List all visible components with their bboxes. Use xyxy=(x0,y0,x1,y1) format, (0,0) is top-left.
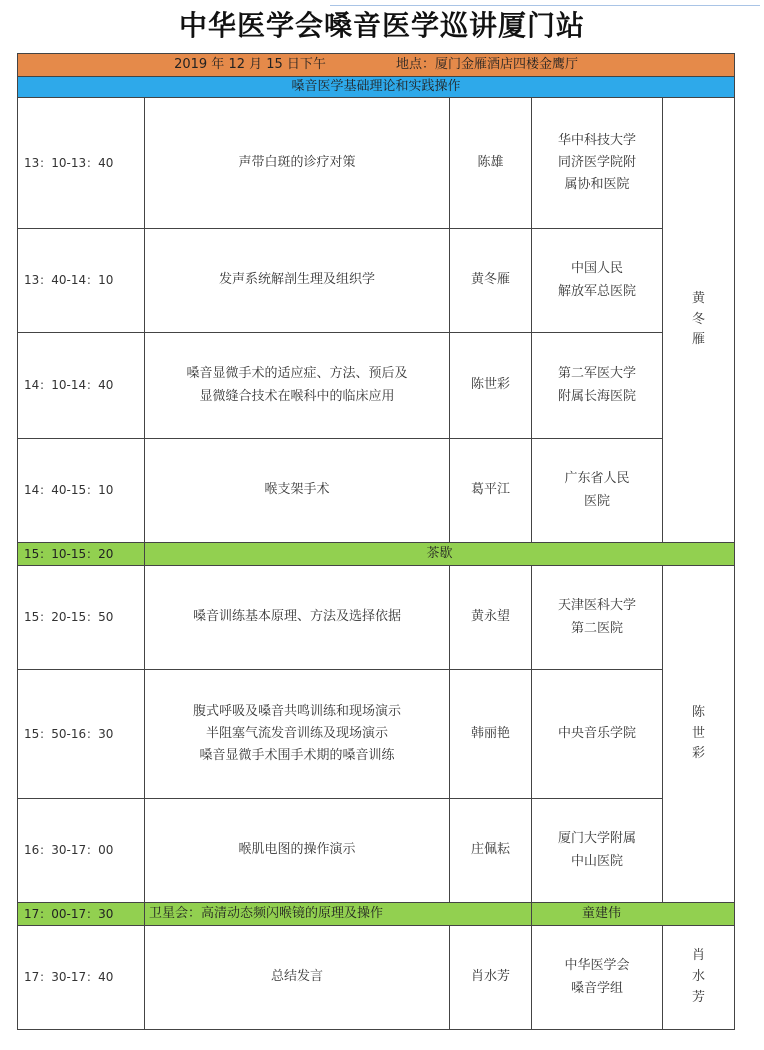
speaker-cell: 黄冬雁 xyxy=(450,229,532,333)
hospital-cell: 中华医学会 嗓音学组 xyxy=(532,926,663,1030)
table-row xyxy=(18,229,735,333)
moderator-cell: 黄 冬 雁 xyxy=(663,98,735,543)
topic-cell: 腹式呼吸及嗓音共鸣训练和现场演示 半阻塞气流发音训练及现场演示 嗓音显微手术围手术期的嗓音训练 xyxy=(145,670,450,799)
section-title: 嗓音医学基础理论和实践操作 xyxy=(18,77,735,98)
speaker-cell: 黄永望 xyxy=(450,566,532,670)
moderator-cell: 肖 水 芳 xyxy=(663,926,735,1030)
time-cell: 13：40-14：10 xyxy=(18,229,145,333)
schedule-table xyxy=(17,53,735,1030)
table-row xyxy=(18,670,735,799)
event-date: 2019 年 12 月 15 日下午 xyxy=(174,57,326,72)
page-title: 中华医学会嗓音医学巡讲厦门站 xyxy=(178,9,585,42)
hospital-cell: 厦门大学附属 中山医院 xyxy=(532,799,663,903)
time-cell: 16：30-17：00 xyxy=(18,799,145,903)
table-row xyxy=(18,439,735,543)
hospital-cell: 中央音乐学院 xyxy=(532,670,663,799)
time-cell: 13：10-13：40 xyxy=(18,98,145,229)
speaker-cell: 庄佩耘 xyxy=(450,799,532,903)
time-cell: 15：20-15：50 xyxy=(18,566,145,670)
topic-cell: 喉支架手术 xyxy=(145,439,450,543)
satellite-label: 卫星会：高清动态频闪喉镜的原理及操作 xyxy=(145,903,532,926)
time-cell: 15：10-15：20 xyxy=(18,543,145,566)
time-cell: 14：40-15：10 xyxy=(18,439,145,543)
section-row xyxy=(18,77,735,98)
break-row xyxy=(18,543,735,566)
satellite-speaker: 童建伟 xyxy=(532,903,735,926)
time-cell: 17：30-17：40 xyxy=(18,926,145,1030)
topic-cell: 喉肌电图的操作演示 xyxy=(145,799,450,903)
hospital-cell: 天津医科大学 第二医院 xyxy=(532,566,663,670)
hospital-cell: 华中科技大学 同济医学院附 属协和医院 xyxy=(532,98,663,229)
speaker-cell: 韩丽艳 xyxy=(450,670,532,799)
topic-cell: 总结发言 xyxy=(145,926,450,1030)
table-row xyxy=(18,926,735,1030)
event-location: 地点：厦门金雁酒店四楼金鹰厅 xyxy=(395,57,578,72)
time-cell: 17：00-17：30 xyxy=(18,903,145,926)
hospital-cell: 广东省人民 医院 xyxy=(532,439,663,543)
speaker-cell: 陈雄 xyxy=(450,98,532,229)
hospital-cell: 第二军医大学 附属长海医院 xyxy=(532,333,663,439)
topic-cell: 发声系统解剖生理及组织学 xyxy=(145,229,450,333)
speaker-cell: 陈世彩 xyxy=(450,333,532,439)
table-row xyxy=(18,333,735,439)
table-row xyxy=(18,799,735,903)
speaker-cell: 肖水芳 xyxy=(450,926,532,1030)
time-cell: 15：50-16：30 xyxy=(18,670,145,799)
topic-cell: 嗓音训练基本原理、方法及选择依据 xyxy=(145,566,450,670)
moderator-cell: 陈 世 彩 xyxy=(663,566,735,903)
topic-cell: 声带白斑的诊疗对策 xyxy=(145,98,450,229)
hospital-cell: 中国人民 解放军总医院 xyxy=(532,229,663,333)
topic-cell: 嗓音显微手术的适应症、方法、预后及 显微缝合技术在喉科中的临床应用 xyxy=(145,333,450,439)
time-cell: 14：10-14：40 xyxy=(18,333,145,439)
satellite-row xyxy=(18,903,735,926)
table-row xyxy=(18,98,735,229)
break-label: 茶歇 xyxy=(145,543,735,566)
header-row xyxy=(18,54,735,77)
table-row xyxy=(18,566,735,670)
speaker-cell: 葛平江 xyxy=(450,439,532,543)
